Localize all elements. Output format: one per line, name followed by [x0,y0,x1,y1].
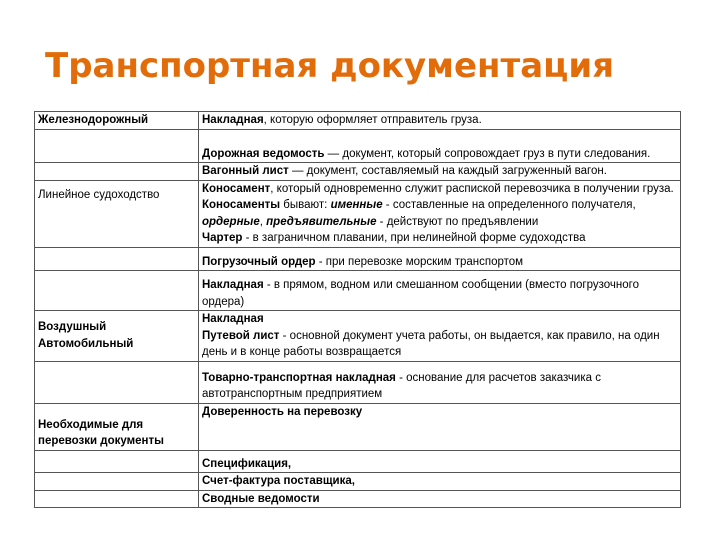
transport-type-cell [35,450,199,473]
document-name: Товарно-транспортная накладная [202,371,396,384]
transport-type-cell [35,403,199,450]
document-description: , который одновременно служит распиской перевозчика в получении груза. [270,182,674,195]
table-row [35,403,681,450]
emphasis-term: предъявительные [266,215,377,228]
document-name: Накладная [202,313,264,325]
document-description: - в прямом, водном или смешанном сообщении (вместо погрузочного ордера) [202,279,639,308]
document-cell [199,129,681,163]
documents-table [34,111,681,508]
document-description: - действуют по предъявлении [376,215,539,228]
table-row [35,490,681,508]
table-row [35,112,681,130]
document-name: Путевой лист [202,329,280,342]
document-name: Дорожная ведомость [202,147,325,160]
transport-type-cell [35,271,199,311]
transport-type-cell [35,180,199,247]
document-name: Счет-фактура поставщика, [202,475,355,487]
document-description: - основание для расчетов заказчика с автотранспортным предприятием [202,371,601,400]
document-name: Коносамент [202,182,271,195]
table-row [35,271,681,311]
document-name: Спецификация, [202,457,292,470]
table-row [35,180,681,247]
transport-type-label: Воздушный [38,321,107,334]
document-name: Чартер [202,232,243,244]
transport-type-cell [35,163,199,181]
table-row [35,361,681,403]
emphasis-term: именные [330,199,383,211]
document-cell [199,163,681,181]
document-cell [199,490,681,508]
transport-type-cell [35,490,199,508]
document-cell [199,473,681,491]
document-name: Вагонный лист [202,165,289,177]
transport-type-cell [35,361,199,403]
document-paragraph [202,230,677,247]
document-description: — документ, который сопровождает груз в пути следования. [324,147,651,160]
transport-type-label: Автомобильный [38,337,134,350]
document-description: - в заграничном плавании, при нелинейной форме судоходства [242,232,586,244]
document-name: Накладная [202,114,264,126]
table-row [35,247,681,271]
document-cell [199,112,681,130]
document-cell [199,180,681,247]
document-name: Погрузочный ордер [202,255,316,268]
transport-type-label: Необходимые для перевозки документы [38,418,164,447]
document-cell [199,361,681,403]
document-description: , которую оформляет отправитель груза. [263,114,482,126]
page-title: Транспортная документация [45,46,615,86]
transport-type-cell [35,112,199,130]
table-row [35,473,681,491]
emphasis-term: ордерные [202,215,260,228]
table-row [35,129,681,163]
document-paragraph [202,328,677,361]
document-name: Доверенность на перевозку [202,405,363,418]
document-description: — документ, составляемый на каждый загруженный вагон. [288,165,607,177]
document-paragraph [202,197,677,230]
table-row [35,311,681,362]
document-description: , [259,215,267,228]
document-cell [199,271,681,311]
transport-type-label: Железнодорожный [38,114,149,126]
transport-type-label: Линейное судоходство [38,188,160,201]
document-description: - при перевозке морским транспортом [315,255,524,268]
document-paragraph [202,181,677,198]
document-cell [199,450,681,473]
transport-type-cell [35,129,199,163]
document-name: Сводные ведомости [202,492,320,505]
document-description: бывают: [280,199,331,211]
document-cell [199,311,681,362]
table-row [35,450,681,473]
document-cell [199,247,681,271]
transport-type-cell [35,247,199,271]
transport-type-cell [35,473,199,491]
document-description: - основной документ учета работы, он выдается, как правило, на один день и в конце работы возвращается [202,329,660,358]
document-name: Коносаменты [202,199,281,211]
table-row [35,163,681,181]
transport-type-cell [35,311,199,362]
document-cell [199,403,681,450]
document-name: Накладная [202,279,264,291]
document-description: - составленные на определенного получателя, [382,199,636,211]
